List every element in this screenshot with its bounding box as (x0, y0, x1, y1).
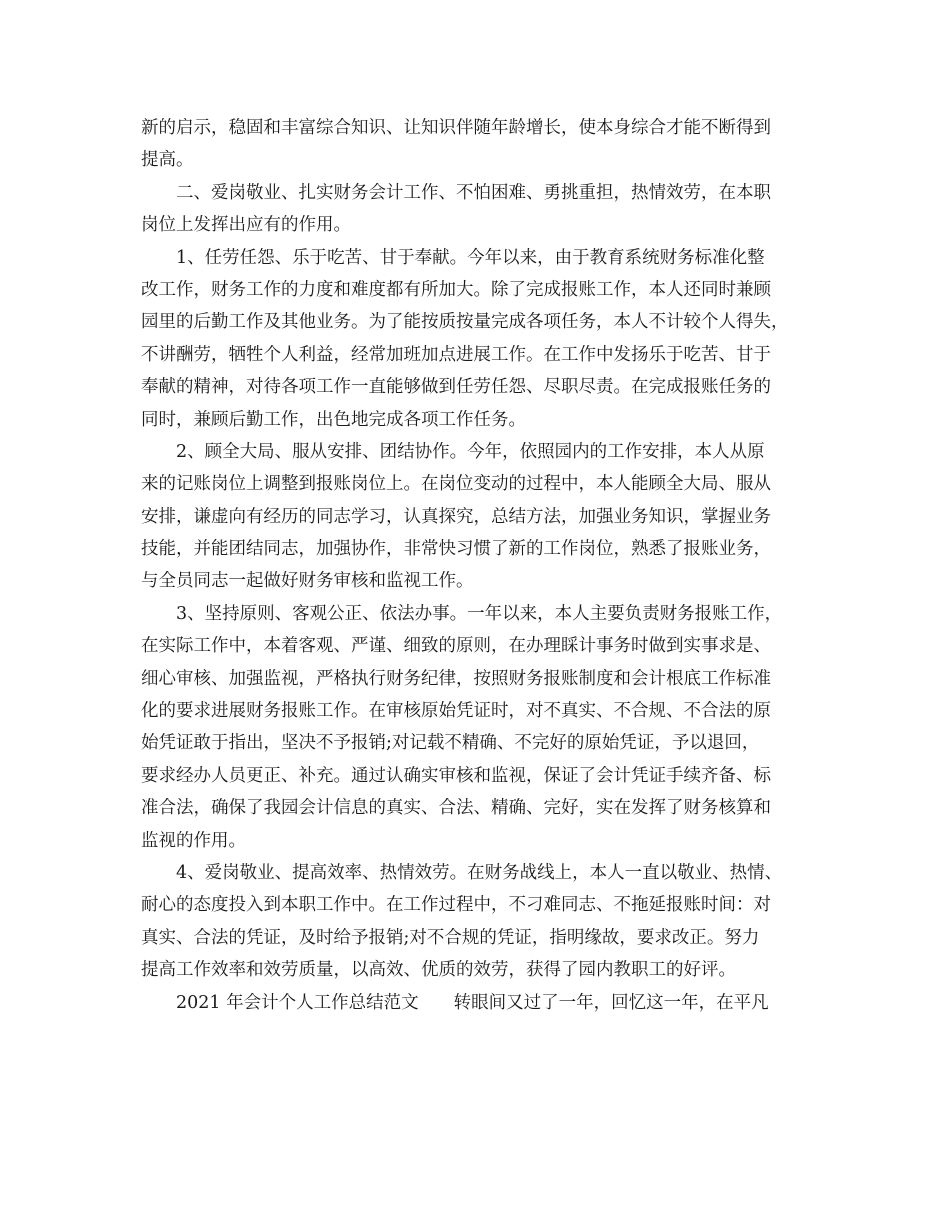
text-line: 新的启示，稳固和丰富综合知识、让知识伴随年龄增长，使本身综合才能不断得到 (141, 118, 771, 138)
text-line: 2021 年会计个人工作总结范文 转眼间又过了一年，回忆这一年，在平凡 (176, 992, 769, 1013)
text-line: 提高。 (141, 150, 194, 171)
text-line: 与全员同志一起做好财务审核和监视工作。 (141, 571, 474, 592)
text-line: 园里的后勤工作及其他业务。为了能按质按量完成各项任务，本人不计较个人得失， (141, 312, 789, 333)
text-line: 细心审核、加强监视，严格执行财务纪律，按照财务报账制度和会计根底工作标准 (141, 668, 771, 689)
text-line: 始凭证敢于指出，坚决不予报销;对记载不精确、不完好的原始凭证，予以退回， (141, 733, 760, 754)
text-line: 同时，兼顾后勤工作，出色地完成各项工作任务。 (141, 409, 526, 430)
document-body (141, 112, 821, 1019)
text-line: 二、爱岗敬业、扎实财务会计工作、不怕困难、勇挑重担，热情效劳，在本职 (176, 182, 771, 203)
text-line: 1、任劳任怨、乐于吃苦、甘于奉献。今年以来，由于教育系统财务标准化整 (176, 247, 765, 268)
text-line: 4、爱岗敬业、提高效率、热情效劳。在财务战线上，本人一直以敬业、热情、 (176, 862, 783, 883)
text-line: 来的记账岗位上调整到报账岗位上。在岗位变动的过程中，本人能顾全大局、服从 (141, 474, 771, 495)
text-line: 提高工作效率和效劳质量，以高效、优质的效劳，获得了园内教职工的好评。 (141, 960, 736, 981)
text-line: 准合法，确保了我园会计信息的真实、合法、精确、完好，实在发挥了财务核算和 (141, 798, 771, 819)
text-line: 要求经办人员更正、补充。通过认确实审核和监视，保证了会计凭证手续齐备、标 (141, 765, 771, 786)
text-line: 不讲酬劳，牺牲个人利益，经常加班加点进展工作。在工作中发扬乐于吃苦、甘于 (141, 344, 771, 365)
text-line: 化的要求进展财务报账工作。在审核原始凭证时，对不真实、不合规、不合法的原 (141, 701, 771, 722)
text-line: 真实、合法的凭证，及时给予报销;对不合规的凭证，指明缘故，要求改正。努力 (141, 927, 760, 948)
text-line: 安排，谦虚向有经历的同志学习，认真探究，总结方法，加强业务知识，掌握业务 (141, 506, 771, 527)
text-line: 在实际工作中，本着客观、严谨、细致的原则，在办理睬计事务时做到实事求是、 (141, 636, 771, 657)
text-line: 岗位上发挥出应有的作用。 (141, 215, 351, 236)
text-line: 技能，并能团结同志，加强协作，非常快习惯了新的工作岗位，熟悉了报账业务， (141, 539, 771, 560)
text-line: 耐心的态度投入到本职工作中。在工作过程中，不刁难同志、不拖延报账时间：对 (141, 895, 771, 916)
text-line: 2、顾全大局、服从安排、团结协作。今年，依照园内的工作安排，本人从原 (176, 441, 765, 462)
text-line: 奉献的精神，对待各项工作一直能够做到任劳任怨、尽职尽责。在完成报账任务的 (141, 377, 771, 398)
text-line: 改工作，财务工作的力度和难度都有所加大。除了完成报账工作，本人还同时兼顾 (141, 279, 771, 300)
text-line: 3、坚持原则、客观公正、依法办事。一年以来，本人主要负责财务报账工作， (176, 603, 783, 624)
text-line: 监视的作用。 (141, 830, 246, 851)
